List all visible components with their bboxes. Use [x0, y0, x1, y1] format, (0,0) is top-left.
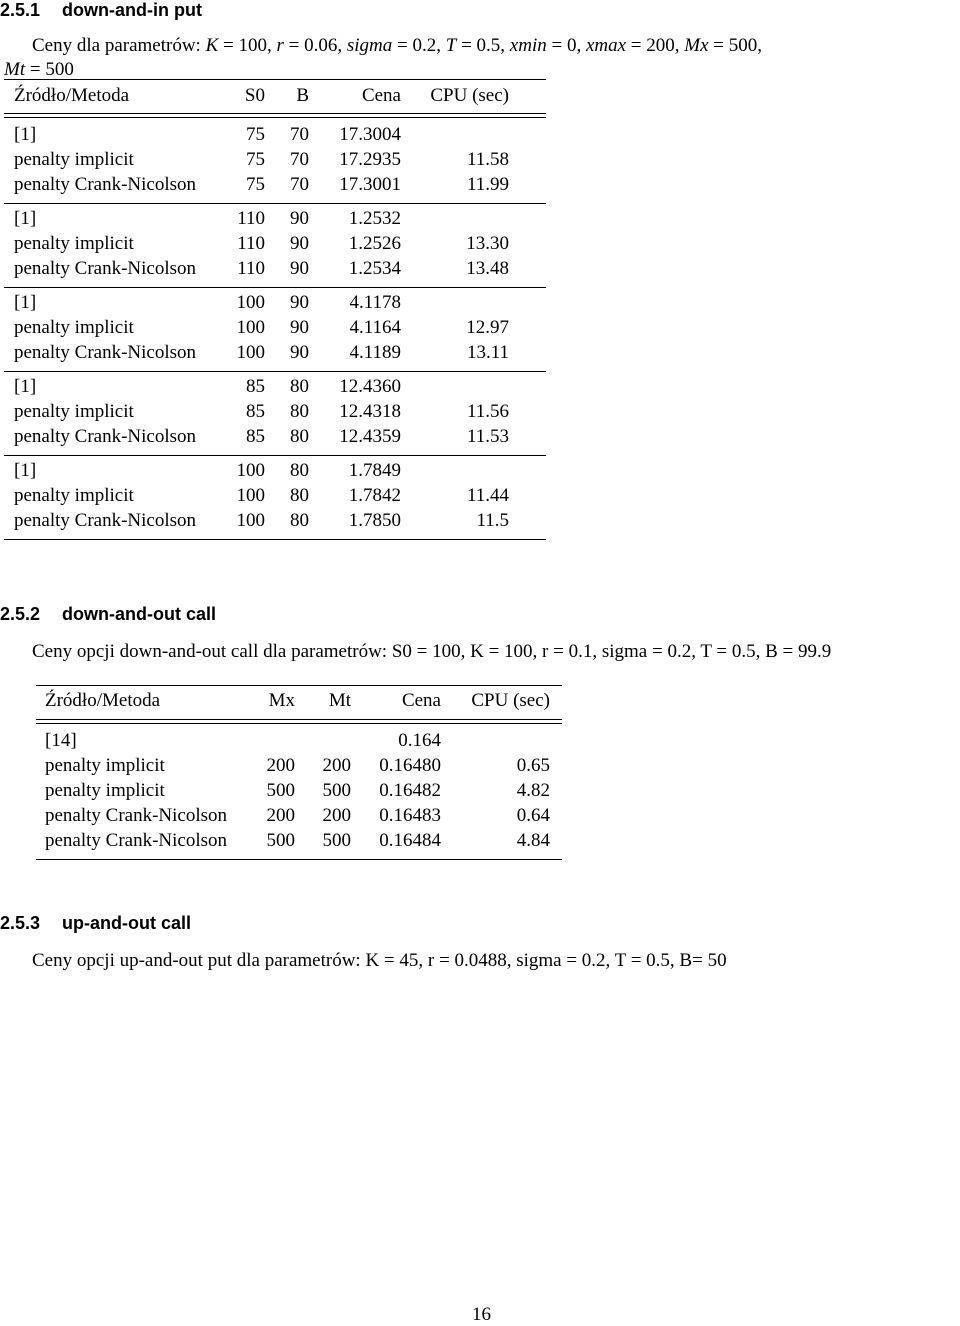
table-cell: 13.48 [466, 258, 509, 279]
param-value: 500 [45, 59, 74, 80]
table-cell: penalty implicit [14, 149, 134, 170]
table-cell: penalty implicit [14, 485, 134, 506]
table-cell: 70 [290, 149, 309, 170]
table-cell: penalty Crank-Nicolson [14, 426, 197, 447]
table-cell: 200 [322, 755, 351, 776]
table-cell: 500 [266, 780, 295, 801]
table-cell: 4.84 [516, 830, 550, 851]
section-heading-2-5-3 [0, 913, 191, 934]
table-cell: penalty implicit [45, 755, 165, 776]
table-cell: penalty implicit [14, 233, 134, 254]
header-rule [36, 719, 562, 720]
table-cell: [1] [14, 124, 37, 145]
table-cell: penalty Crank-Nicolson [45, 830, 228, 851]
section-number: 2.5.3 [0, 913, 41, 933]
table-cell: 100 [236, 510, 265, 531]
table-cell: 90 [290, 292, 309, 313]
table-cell: [1] [14, 292, 37, 313]
table-cell: 11.5 [476, 510, 509, 531]
table-cell: 100 [236, 292, 265, 313]
section-heading-2-5-2 [0, 604, 216, 625]
section-heading-2-5-1 [0, 0, 202, 21]
table-cell: 100 [236, 317, 265, 338]
section-title: down-and-out call [62, 604, 216, 624]
table-cell: 100 [236, 485, 265, 506]
table-cell: 110 [237, 258, 265, 279]
table-cell: 80 [290, 485, 309, 506]
param-symbol: Mx [684, 35, 709, 56]
section-intro: Ceny opcji up-and-out put dla parametrów: K = 45, r = 0.0488, sigma = 0.2, T = 0.5, B= 50 [32, 950, 727, 971]
group-rule [4, 287, 546, 288]
table-cell: 110 [237, 208, 265, 229]
table-bottom-rule [36, 859, 562, 860]
section-title: down-and-in put [62, 0, 202, 20]
param-symbol: T [445, 35, 457, 56]
table-header-cell: Mx [268, 690, 295, 711]
table-cell: 90 [290, 317, 309, 338]
table-cell: 12.97 [466, 317, 509, 338]
table-cell: 85 [246, 401, 265, 422]
table-cell: 1.7850 [348, 510, 401, 531]
page-number: 16 [472, 1304, 491, 1325]
table-cell: 11.99 [466, 174, 509, 195]
header-rule [4, 117, 546, 118]
param-value: 500 [728, 35, 758, 56]
table-header-cell: S0 [244, 85, 265, 106]
table-cell: 90 [290, 233, 309, 254]
table-cell: 13.30 [466, 233, 509, 254]
table-cell: 90 [290, 342, 309, 363]
table-cell: penalty Crank-Nicolson [14, 510, 197, 531]
table-cell: 75 [246, 174, 265, 195]
param-symbol: Mt [4, 59, 26, 80]
group-rule [4, 455, 546, 456]
param-value: 0 [566, 35, 577, 56]
param-symbol: K [205, 35, 219, 56]
table-cell: penalty Crank-Nicolson [14, 342, 197, 363]
table-cell: 500 [322, 780, 351, 801]
table-cell: 0.16480 [379, 755, 441, 776]
table-cell: 12.4360 [339, 376, 401, 397]
table-cell: 4.1178 [349, 292, 401, 313]
header-rule [4, 113, 546, 114]
table-cell: 80 [290, 401, 309, 422]
table-cell: 13.11 [466, 342, 509, 363]
table-cell: 1.2534 [348, 258, 401, 279]
table-cell: 11.58 [466, 149, 509, 170]
table-cell: [1] [14, 208, 37, 229]
param-value: 0.2 [412, 35, 437, 56]
table-top-rule [4, 79, 546, 80]
table-cell: 70 [290, 124, 309, 145]
table-cell: [1] [14, 460, 37, 481]
table-cell: penalty implicit [45, 780, 165, 801]
table-cell: 80 [290, 376, 309, 397]
section-intro: Ceny opcji down-and-out call dla parametrów: S0 = 100, K = 100, r = 0.1, sigma = 0.2, T = 0.5, B = 99.9 [32, 641, 832, 662]
table-cell: 0.164 [398, 730, 441, 751]
table-cell: 85 [246, 376, 265, 397]
table-cell: 12.4359 [339, 426, 401, 447]
table-cell: 0.64 [516, 805, 550, 826]
table-top-rule [36, 685, 562, 686]
table-header-cell: B [296, 85, 309, 106]
param-symbol: xmin [509, 35, 547, 56]
params-list: K = 100, r = 0.06, sigma = 0.2, T = 0.5, xmin = 0, xmax = 200, Mx = 500, [205, 35, 762, 56]
table-cell: penalty Crank-Nicolson [45, 805, 228, 826]
table-cell: 17.3004 [339, 124, 401, 145]
table-cell: [1] [14, 376, 37, 397]
table-header-cell: Cena [361, 85, 401, 106]
section-number: 2.5.2 [0, 604, 41, 624]
table-cell: 70 [290, 174, 309, 195]
table-cell: 11.44 [466, 485, 509, 506]
table-cell: 80 [290, 426, 309, 447]
table-cell: penalty Crank-Nicolson [14, 258, 197, 279]
table-cell: 11.56 [466, 401, 509, 422]
table-cell: 75 [246, 149, 265, 170]
group-rule [4, 371, 546, 372]
section-number: 2.5.1 [0, 0, 41, 20]
table-cell: 17.2935 [339, 149, 401, 170]
table-header-cell: CPU (sec) [430, 85, 509, 106]
param-value: 0.06 [304, 35, 338, 56]
header-rule [36, 723, 562, 724]
table-cell: 11.53 [466, 426, 509, 447]
table-cell: 4.82 [516, 780, 550, 801]
table-cell: 90 [290, 208, 309, 229]
table-header-cell: Cena [401, 690, 441, 711]
group-rule [4, 203, 546, 204]
table-cell: 75 [246, 124, 265, 145]
table-cell: 0.16482 [379, 780, 441, 801]
table-cell: 0.16484 [379, 830, 441, 851]
table-cell: 1.7849 [348, 460, 401, 481]
table-header-cell: Mt [328, 690, 351, 711]
table-cell: 80 [290, 510, 309, 531]
table-cell: 0.65 [516, 755, 550, 776]
param-symbol: r [276, 35, 284, 56]
table-cell: 1.2526 [348, 233, 401, 254]
table-cell: 200 [266, 805, 295, 826]
table-cell: 17.3001 [339, 174, 401, 195]
section-title: up-and-out call [62, 913, 191, 933]
param-value: 0.5 [476, 35, 501, 56]
table-cell: 200 [266, 755, 295, 776]
table-cell: 0.16483 [379, 805, 441, 826]
group-rule [4, 539, 546, 540]
table-cell: 90 [290, 258, 309, 279]
table-header-cell: Źródło/Metoda [14, 85, 130, 106]
param-symbol: sigma [346, 35, 393, 56]
table-cell: 200 [322, 805, 351, 826]
param-symbol: xmax [585, 35, 627, 56]
table-cell: 80 [290, 460, 309, 481]
table-header-cell: CPU (sec) [471, 690, 550, 711]
param-value: 100 [238, 35, 267, 56]
table-cell: penalty implicit [14, 401, 134, 422]
table-cell: 100 [236, 342, 265, 363]
table-cell: penalty Crank-Nicolson [14, 174, 197, 195]
params-line-2: Mt = 500 [4, 59, 74, 80]
table-cell: penalty implicit [14, 317, 134, 338]
table-header-cell: Źródło/Metoda [45, 690, 161, 711]
params-line-1 [32, 35, 762, 57]
params-intro: Ceny dla parametrów: [32, 35, 201, 56]
table-cell: [14] [45, 730, 77, 751]
table-cell: 1.2532 [348, 208, 401, 229]
table-cell: 1.7842 [348, 485, 401, 506]
table-cell: 100 [236, 460, 265, 481]
table-cell: 4.1164 [349, 317, 401, 338]
param-value: 200 [646, 35, 675, 56]
table-cell: 85 [246, 426, 265, 447]
table-cell: 500 [322, 830, 351, 851]
table-cell: 12.4318 [339, 401, 401, 422]
table-cell: 500 [266, 830, 295, 851]
table-cell: 4.1189 [349, 342, 401, 363]
table-cell: 110 [237, 233, 265, 254]
